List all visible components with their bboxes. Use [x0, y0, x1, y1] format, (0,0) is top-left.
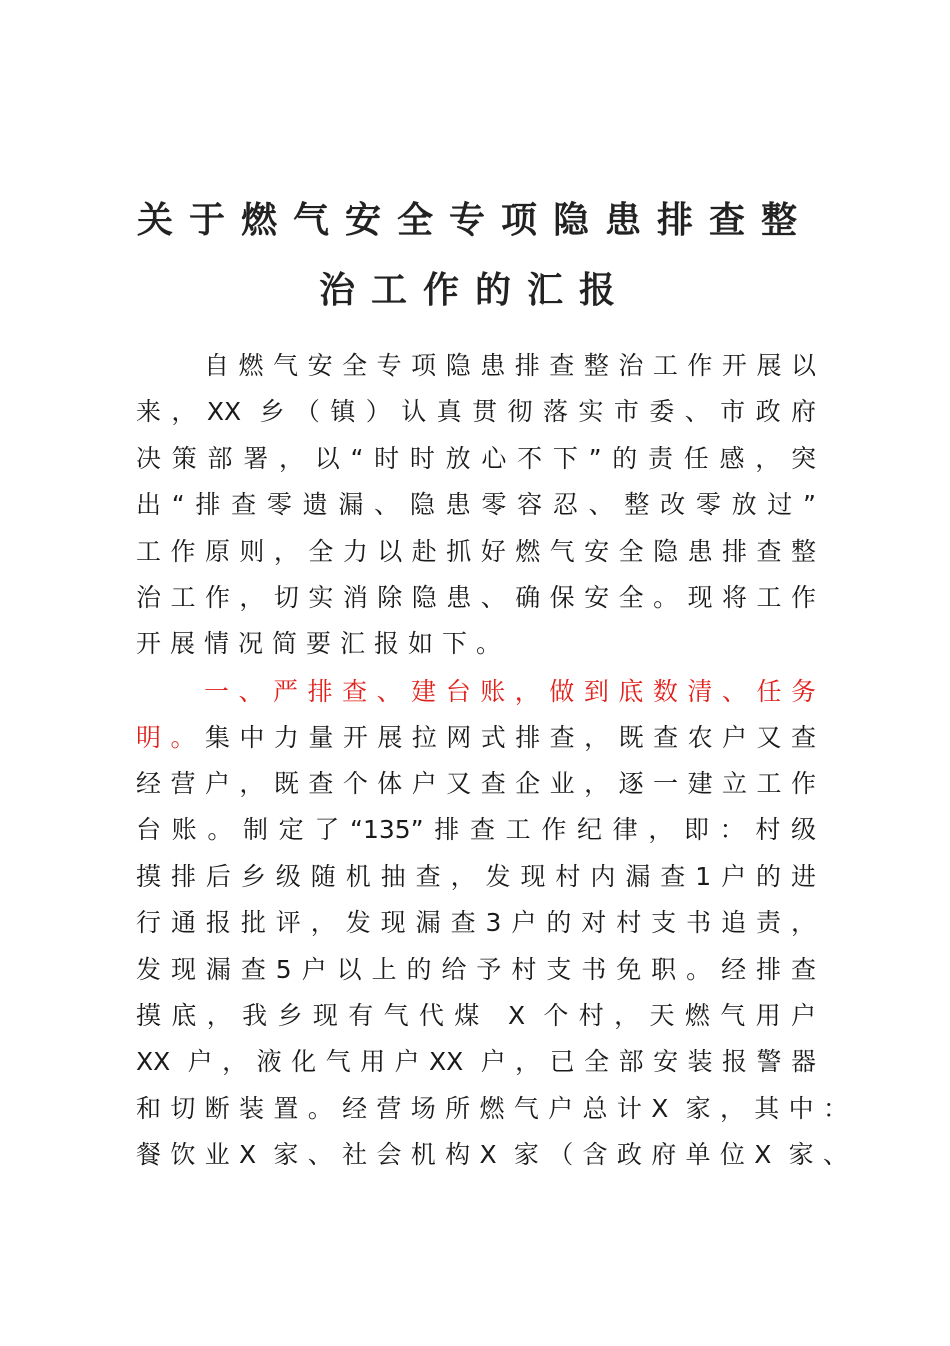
- text-line: 工作原则，全力以赴抓好燃气安全隐患排查整: [136, 537, 816, 566]
- text-line: 台账。制定了“135”排查工作纪律，即：村级: [136, 815, 816, 844]
- text-line: XX 户，液化气用户XX 户，已全部安装报警器: [136, 1047, 816, 1076]
- document-title-line-1: 关于燃气安全专项隐患排查整: [136, 200, 813, 241]
- text-line-rest: 集中力量开展拉网式排查，既查农户又查: [204, 723, 816, 752]
- text-line: 发现漏查5户以上的给予村支书免职。经排查: [136, 955, 816, 984]
- text-line: 和切断装置。经营场所燃气户总计X 家，其中：: [136, 1094, 848, 1123]
- text-line: 经营户，既查个体户又查企业，逐一建立工作: [136, 769, 816, 798]
- text-line: 开展情况简要汇报如下。: [136, 629, 511, 658]
- text-line: 来，XX 乡（镇）认真贯彻落实市委、市政府: [136, 397, 816, 426]
- document-title-line-2: 治工作的汇报: [318, 270, 631, 311]
- text-line: 摸排后乡级随机抽查，发现村内漏查1户的进: [136, 862, 816, 891]
- text-line: 决策部署，以“时时放心不下”的责任感，突: [136, 444, 816, 473]
- text-line: [136, 722, 816, 754]
- text-line: 行通报批评，发现漏查3户的对村支书追责，: [136, 908, 816, 937]
- text-line: 自燃气安全专项隐患排查整治工作开展以: [204, 351, 816, 380]
- text-line: 餐饮业X 家、社会机构X 家（含政府单位X 家、: [136, 1140, 848, 1169]
- text-line: 治工作，切实消除隐患、确保安全。现将工作: [136, 583, 816, 612]
- section-heading-end: 明。: [136, 723, 205, 752]
- text-line: 摸底，我乡现有气代煤 X 个村，天燃气用户: [136, 1001, 816, 1030]
- text-line: 出“排查零遗漏、隐患零容忍、整改零放过”: [136, 490, 816, 519]
- section-heading: 一、严排查、建台账，做到底数清、任务: [204, 677, 816, 706]
